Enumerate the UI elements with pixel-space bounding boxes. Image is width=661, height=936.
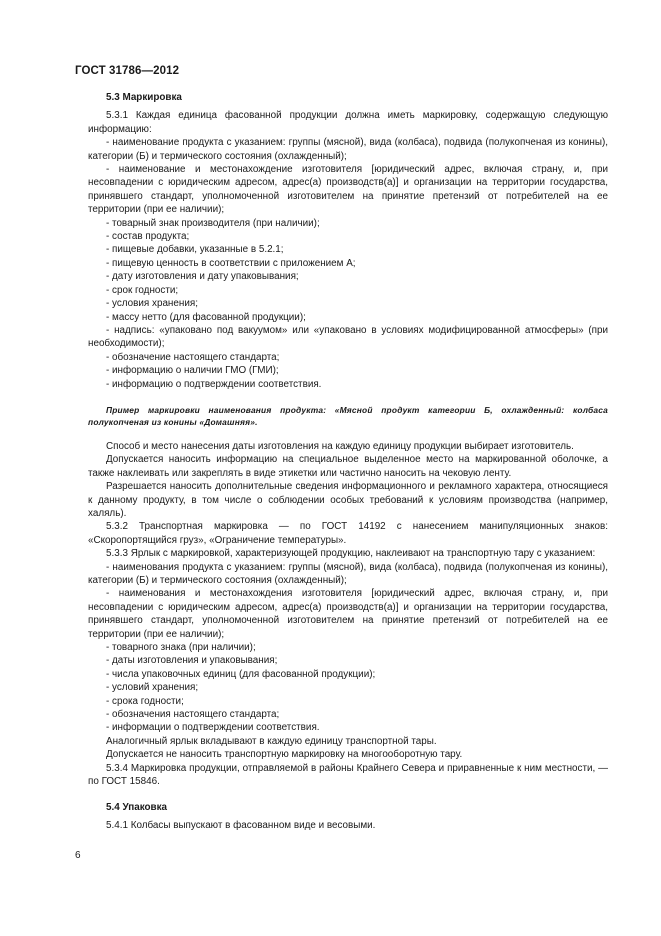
- list-item: - информацию о наличии ГМО (ГМИ);: [106, 365, 279, 377]
- list-item: - пищевую ценность в соответствии с приложением А;: [106, 257, 356, 269]
- list-item: - состав продукта;: [106, 231, 190, 243]
- list-item: - числа упаковочных единиц (для фасованной продукции);: [106, 668, 376, 680]
- list-item: - товарный знак производителя (при наличии);: [106, 217, 320, 229]
- paragraph-5-3-2: 5.3.2 Транспортная маркировка — по ГОСТ 14192 с нанесением манипуляционных знаков: «Скоропортящийся груз», «Ограничение температуры».: [88, 521, 608, 546]
- paragraph-reusable-tare: Допускается не наносить транспортную маркировку на многооборотную тару.: [106, 749, 463, 761]
- list-item: - дату изготовления и дату упаковывания;: [106, 271, 299, 283]
- list-item: - условия хранения;: [106, 298, 198, 310]
- list-item: - срока годности;: [106, 695, 184, 707]
- list-item: - надпись: «упаковано под вакуумом» или «упаковано в условиях модифицированной атмосферы» (при необходимости);: [88, 324, 608, 350]
- paragraph-additional-info: Разрешается наносить дополнительные сведения информационного и рекламного характера, относящиеся к данному продукту, в том числе о соблюдении особых требований к условиям производства (например, халяль).: [88, 481, 608, 519]
- paragraph-5-4-1: 5.4.1 Колбасы выпускают в фасованном виде и весовыми.: [106, 819, 376, 831]
- list-item: - наименования продукта с указанием: группы (мясной), вида (колбаса), подвида (полукопченая из конины), категории (Б) и термического состояния (охлажденный);: [88, 561, 608, 586]
- page-number: 6: [75, 850, 81, 861]
- section-heading-5-3: 5.3 Маркировка: [106, 92, 182, 103]
- list-item: - информации о подтверждении соответствия.: [106, 722, 320, 734]
- paragraph-allowed: Допускается наносить информацию на специальное выделенное место на маркированной оболочке, а также наклеивать или закреплять в виде этикетки или частично наносить на чековую ленту.: [88, 454, 608, 479]
- list-item: - наименование и местонахождение изготовителя [юридический адрес, включая страну, и, при несовпадении с юридическим адресом, адрес(а) производств(а)] и организации на территории государства, принявшего стандарт, уполномоченной изготовителем на принятие претензий от потребителей на ее территории (при ее наличии);: [88, 164, 608, 216]
- paragraph-5-3-1: 5.3.1 Каждая единица фасованной продукции должна иметь маркировку, содержащую следующую информацию:: [88, 110, 608, 135]
- list-item: - товарного знака (при наличии);: [106, 642, 256, 654]
- paragraph-date-method: Способ и место нанесения даты изготовления на каждую единицу продукции выбирает изготовитель.: [106, 440, 574, 452]
- list-item: - даты изготовления и упаковывания;: [106, 655, 278, 667]
- list-item: - пищевые добавки, указанные в 5.2.1;: [106, 244, 284, 256]
- standard-header: ГОСТ 31786—2012: [75, 65, 180, 77]
- list-item: - наименование продукта с указанием: группы (мясной), вида (колбаса), подвида (полукопченая из конины), категории (Б) и термического состояния (охлажденный);: [88, 137, 608, 162]
- list-item: - обозначение настоящего стандарта;: [106, 351, 280, 363]
- document-body: [88, 91, 608, 832]
- list-item: - срок годности;: [106, 284, 179, 296]
- list-item: - информацию о подтверждении соответствия.: [106, 378, 322, 390]
- list-item: - обозначения настоящего стандарта;: [106, 709, 280, 721]
- list-item: - массу нетто (для фасованной продукции);: [106, 311, 306, 323]
- list-item: - условий хранения;: [106, 682, 199, 694]
- list-item: - наименования и местонахождения изготовителя [юридический адрес, включая страну, и, при несовпадении с юридическим адресом, адрес(а) производств(а)] и организации на территории государства, принявшего стандарт, уполномоченной изготовителем на принятие претензий от потребителей на ее территории (при ее наличии);: [88, 588, 608, 640]
- example-note: Пример маркировки наименования продукта: «Мясной продукт категории Б, охлажденный: колбаса полукопченая из конины «Домашняя».: [88, 404, 608, 427]
- section-heading-5-4: 5.4 Упаковка: [106, 801, 168, 813]
- paragraph-label: Аналогичный ярлык вкладывают в каждую единицу транспортной тары.: [106, 735, 437, 747]
- paragraph-5-3-3: 5.3.3 Ярлык с маркировкой, характеризующей продукцию, наклеивают на транспортную тару с указанием:: [106, 548, 596, 560]
- paragraph-5-3-4: 5.3.4 Маркировка продукции, отправляемой в районы Крайнего Севера и приравненные к ним местности, — по ГОСТ 15846.: [88, 762, 608, 788]
